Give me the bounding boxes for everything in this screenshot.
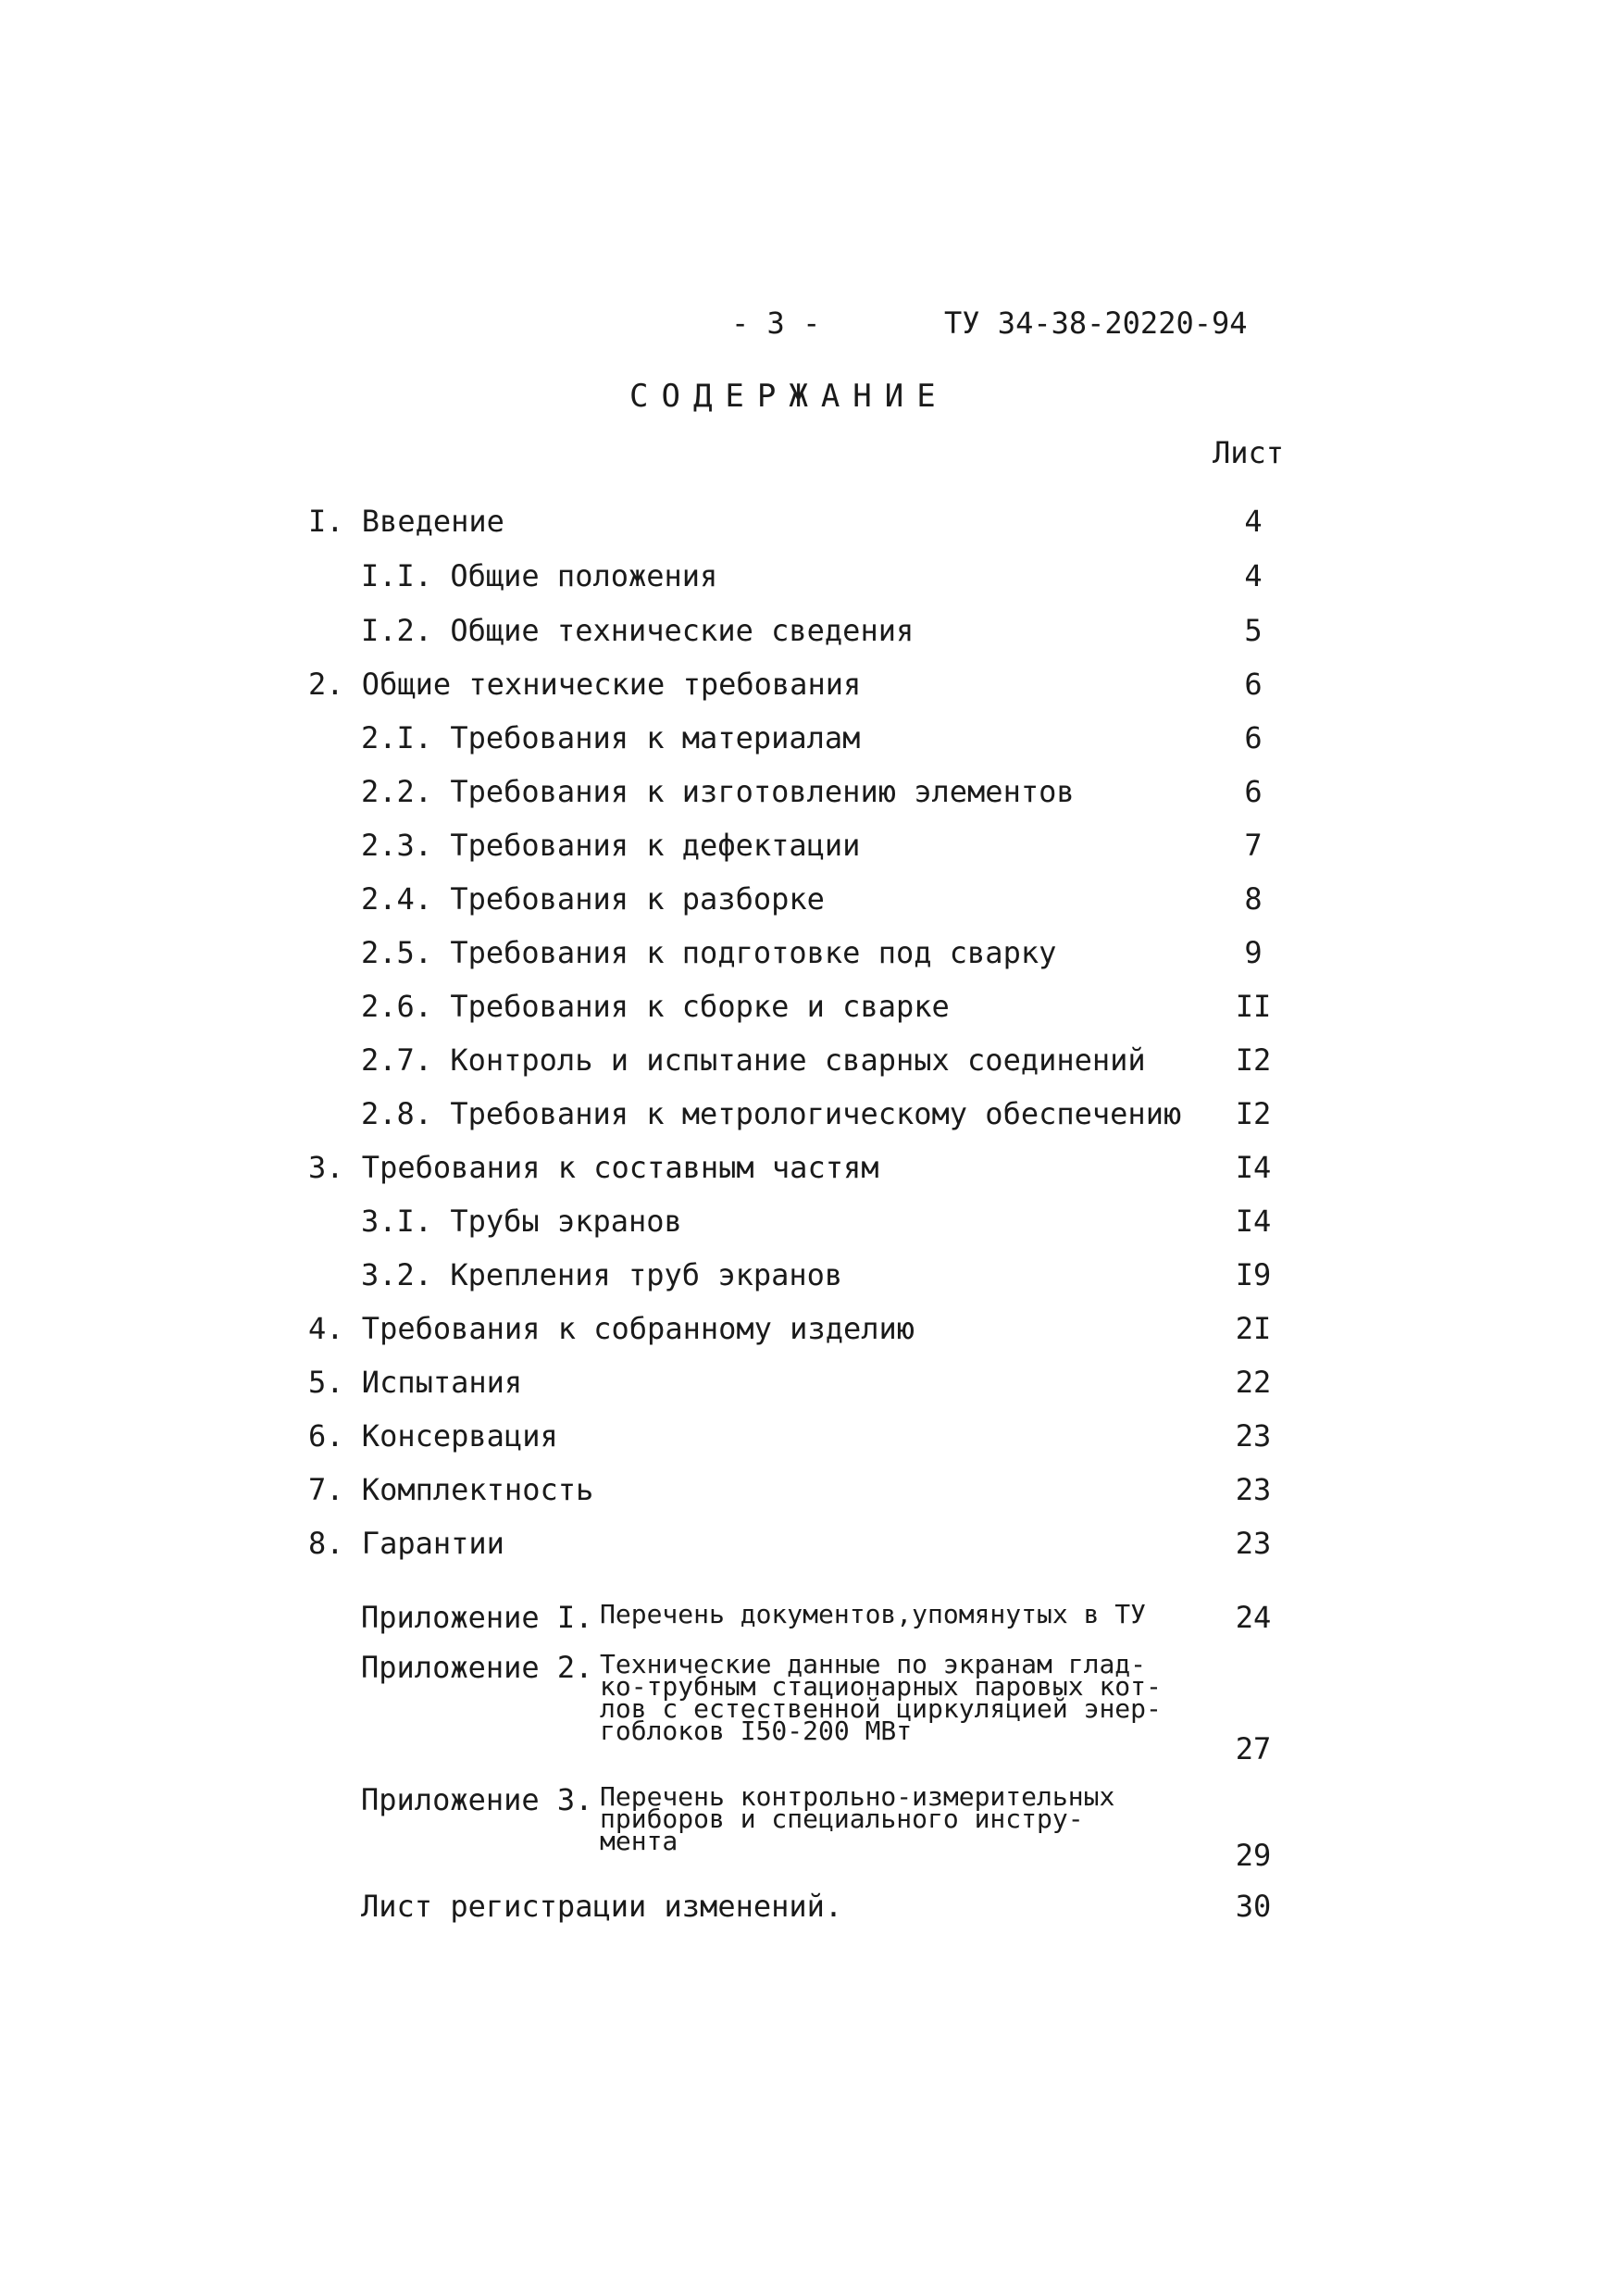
appendix-title: Перечень контрольно-измерительных приборов и специального инстру- мента: [600, 1781, 1115, 1856]
appendix-label: Приложение I.: [361, 1600, 593, 1635]
toc-page: I4: [1235, 1204, 1272, 1239]
toc-entry: 5. Испытания: [308, 1365, 523, 1400]
toc-page: 2I: [1235, 1311, 1272, 1346]
contents-title: СОДЕРЖАНИЕ: [629, 378, 949, 415]
toc-entry: 7. Комплектность: [308, 1472, 594, 1507]
toc-page: I9: [1235, 1257, 1272, 1292]
toc-entry: 3. Требования к составным частям: [308, 1150, 879, 1185]
appendix-title: Перечень документов,упомянутых в ТУ: [600, 1599, 1147, 1629]
toc-entry: 2. Общие технические требования: [308, 667, 862, 702]
toc-entry: 2.6. Требования к сборке и сварке: [361, 989, 950, 1024]
toc-entry: 8. Гарантии: [308, 1526, 504, 1561]
toc-page: 6: [1244, 667, 1263, 702]
toc-page: 22: [1235, 1365, 1272, 1400]
toc-page: 23: [1235, 1526, 1272, 1561]
toc-entry: 2.4. Требования к разборке: [361, 881, 825, 917]
toc-page: 4: [1244, 504, 1263, 539]
toc-entry: 2.5. Требования к подготовке под сварку: [361, 935, 1057, 970]
toc-entry: I.2. Общие технические сведения: [361, 613, 915, 648]
toc-page: I2: [1235, 1042, 1272, 1078]
toc-entry: 3.2. Крепления труб экранов: [361, 1257, 843, 1292]
toc-page: 23: [1235, 1472, 1272, 1507]
appendix-title: Технические данные по экранам глад- ко-трубным стационарных паровых кот- лов с естественной циркуляцией энер- гоблоков I50-200 МВт: [600, 1649, 1162, 1746]
page-number: - 3 -: [731, 306, 821, 341]
toc-page: 30: [1235, 1889, 1272, 1924]
appendix-label: Приложение 3.: [361, 1782, 593, 1817]
toc-page: 7: [1244, 828, 1263, 863]
toc-page: 5: [1244, 613, 1263, 648]
toc-page: 6: [1244, 720, 1263, 755]
appendix-label: Приложение 2.: [361, 1650, 593, 1685]
toc-page: 29: [1235, 1838, 1272, 1873]
toc-page: 8: [1244, 881, 1263, 917]
toc-page: II: [1235, 989, 1272, 1024]
toc-page: 4: [1244, 558, 1263, 593]
toc-page: 9: [1244, 935, 1263, 970]
toc-entry: 2.I. Требования к материалам: [361, 720, 861, 755]
toc-entry: 2.3. Требования к дефектации: [361, 828, 861, 863]
toc-page: 6: [1244, 774, 1263, 809]
toc-page: 23: [1235, 1418, 1272, 1454]
changes-sheet-entry: Лист регистрации изменений.: [361, 1889, 843, 1924]
sheet-column-label: Лист: [1213, 435, 1285, 470]
toc-entry: 2.2. Требования к изготовлению элементов: [361, 774, 1075, 809]
document-code: ТУ 34-38-20220-94: [944, 306, 1248, 341]
toc-entry: 2.8. Требования к метрологическому обеспечению: [361, 1096, 1182, 1131]
toc-entry: 3.I. Трубы экранов: [361, 1204, 682, 1239]
toc-page: I4: [1235, 1150, 1272, 1185]
toc-page: 27: [1235, 1731, 1272, 1766]
toc-page: 24: [1235, 1600, 1272, 1635]
toc-entry: 6. Консервация: [308, 1418, 558, 1454]
toc-page: I2: [1235, 1096, 1272, 1131]
toc-entry: 4. Требования к собранному изделию: [308, 1311, 915, 1346]
toc-entry: I. Введение: [308, 504, 504, 539]
toc-entry: I.I. Общие положения: [361, 558, 718, 593]
toc-entry: 2.7. Контроль и испытание сварных соединений: [361, 1042, 1146, 1078]
